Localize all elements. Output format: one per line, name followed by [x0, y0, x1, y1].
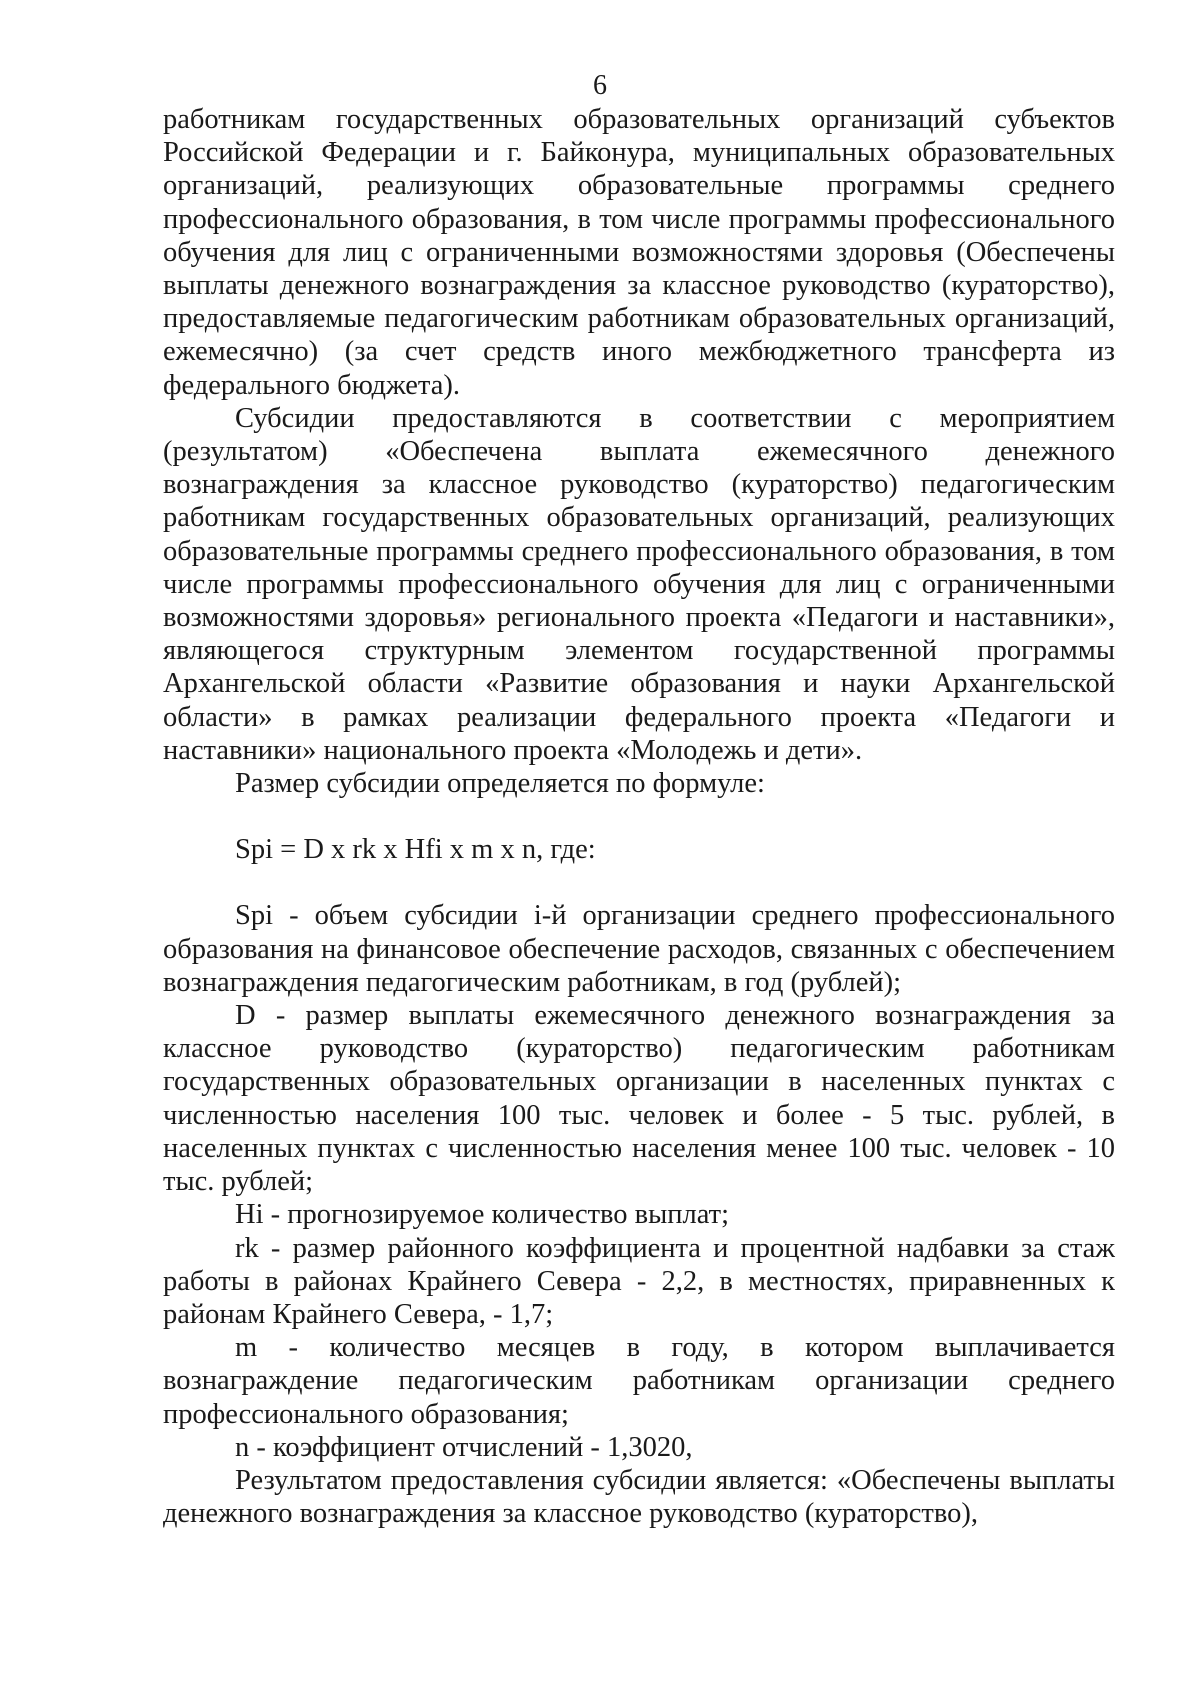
- definition-spi: Spi - объем субсидии i-й организации среднего профессионального образования на финансовое обеспечение расходов, связанных с обеспечением вознаграждения педагогическим работникам, в год (рублей);: [163, 900, 1115, 998]
- definition-hi: Hi - прогнозируемое количество выплат;: [235, 1199, 730, 1231]
- definition-n: n - коэффициент отчислений - 1,3020,: [235, 1431, 693, 1463]
- paragraph-formula-intro: Размер субсидии определяется по формуле:: [235, 768, 765, 800]
- paragraph-continuation: работникам государственных образовательных организаций субъектов Российской Федерации и г. Байконура, муниципальных образовательных организаций, реализующих образовательные программы среднего профессионального образования, в том числе программы профессионального обучения для лиц с ограниченными возможностями здоровья (Обеспечены выплаты денежного вознаграждения за классное руководство (кураторство), предоставляемые педагогическим работникам образовательных организаций, ежемесячно) (за счет средств иного межбюджетного трансферта из федерального бюджета).: [163, 104, 1115, 401]
- formula: Spi = D x rk x Hfi x m x n, где:: [235, 834, 596, 866]
- paragraph-subsidy-provision: Субсидии предоставляются в соответствии с мероприятием (результатом) «Обеспечена выплата ежемесячного денежного вознаграждения за классное руководство (кураторство) педагогическим работникам государственных образовательных организаций, реализующих образовательные программы среднего профессионального образования, в том числе программы профессионального обучения для лиц с ограниченными возможностями здоровья» регионального проекта «Педагоги и наставники», являющегося структурным элементом государственной программы Архангельской области «Развитие образования и науки Архангельской области» в рамках реализации федерального проекта «Педагоги и наставники» национального проекта «Молодежь и дети».: [163, 402, 1115, 766]
- definition-m: m - количество месяцев в году, в котором выплачивается вознаграждение педагогическим работникам организации среднего профессионального образования;: [163, 1332, 1115, 1430]
- document-body: [163, 103, 1115, 1530]
- page-number: 6: [593, 70, 607, 101]
- paragraph-result: Результатом предоставления субсидии является: «Обеспечены выплаты денежного вознаграждения за классное руководство (кураторство),: [163, 1464, 1115, 1530]
- definition-rk: rk - размер районного коэффициента и процентной надбавки за стаж работы в районах Крайнего Севера - 2,2, в местностях, приравненных к районам Крайнего Севера, - 1,7;: [163, 1232, 1115, 1330]
- definition-d: D - размер выплаты ежемесячного денежного вознаграждения за классное руководство (кураторство) педагогическим работникам государственных образовательных организации в населенных пунктах с численностью населения 100 тыс. человек и более - 5 тыс. рублей, в населенных пунктах с численностью населения менее 100 тыс. человек - 10 тыс. рублей;: [163, 1000, 1115, 1198]
